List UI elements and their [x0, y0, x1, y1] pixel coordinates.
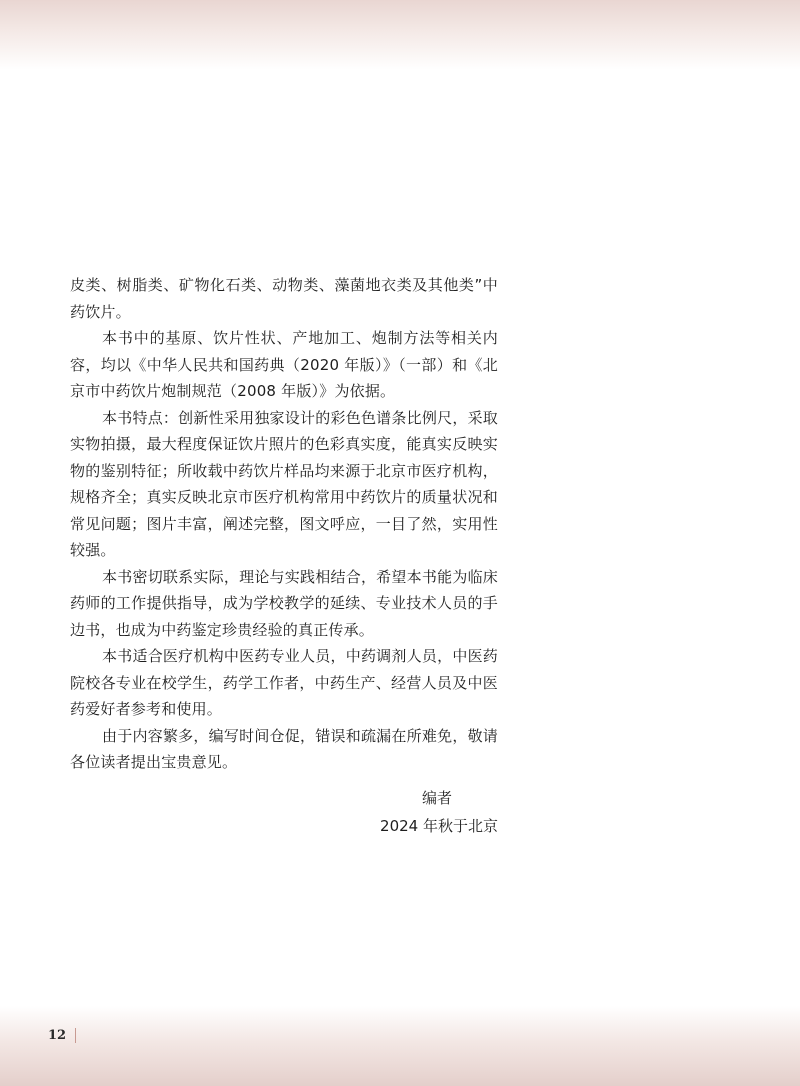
- paragraph-basis: 本书中的基原、饮片性状、产地加工、炮制方法等相关内容，均以《中华人民共和国药典（2020 年版）》（一部）和《北京市中药饮片炮制规范（2008 年版）》为依据。: [70, 329, 498, 400]
- preface-body: [70, 272, 498, 776]
- header-decoration: [0, 0, 800, 70]
- paragraph-features: 本书特点：创新性采用独家设计的彩色色谱条比例尺，采取实物拍摄，最大程度保证饮片照片的色彩真实度，能真实反映实物的鉴别特征；所收载中药饮片样品均来源于北京市医疗机构，规格齐全；真实反映北京市医疗机构常用中药饮片的质量状况和常见问题；图片丰富，阐述完整，图文呼应，一目了然，实用性较强。: [70, 408, 498, 559]
- signature-block: [300, 784, 498, 840]
- signature-editor: 编者: [421, 789, 452, 807]
- paragraph-audience: 本书适合医疗机构中医药专业人员，中药调剂人员，中医药院校各专业在校学生，药学工作者，中药生产、经营人员及中医药爱好者参考和使用。: [70, 647, 498, 718]
- footer-decoration: [0, 1006, 800, 1086]
- paragraph-feedback: 由于内容繁多，编写时间仓促，错误和疏漏在所难免，敬请各位读者提出宝贵意见。: [70, 726, 498, 771]
- signature-date: 2024 年秋于北京: [380, 817, 498, 835]
- paragraph-continuation: 皮类、树脂类、矿物化石类、动物类、藻菌地衣类及其他类”中药饮片。: [70, 276, 498, 321]
- page-number: 12: [48, 1027, 67, 1043]
- paragraph-practice: 本书密切联系实际，理论与实践相结合，希望本书能为临床药师的工作提供指导，成为学校教学的延续、专业技术人员的手边书，也成为中药鉴定珍贵经验的真正传承。: [70, 567, 498, 639]
- page-divider: [75, 1028, 76, 1043]
- page-footer: [48, 1025, 76, 1045]
